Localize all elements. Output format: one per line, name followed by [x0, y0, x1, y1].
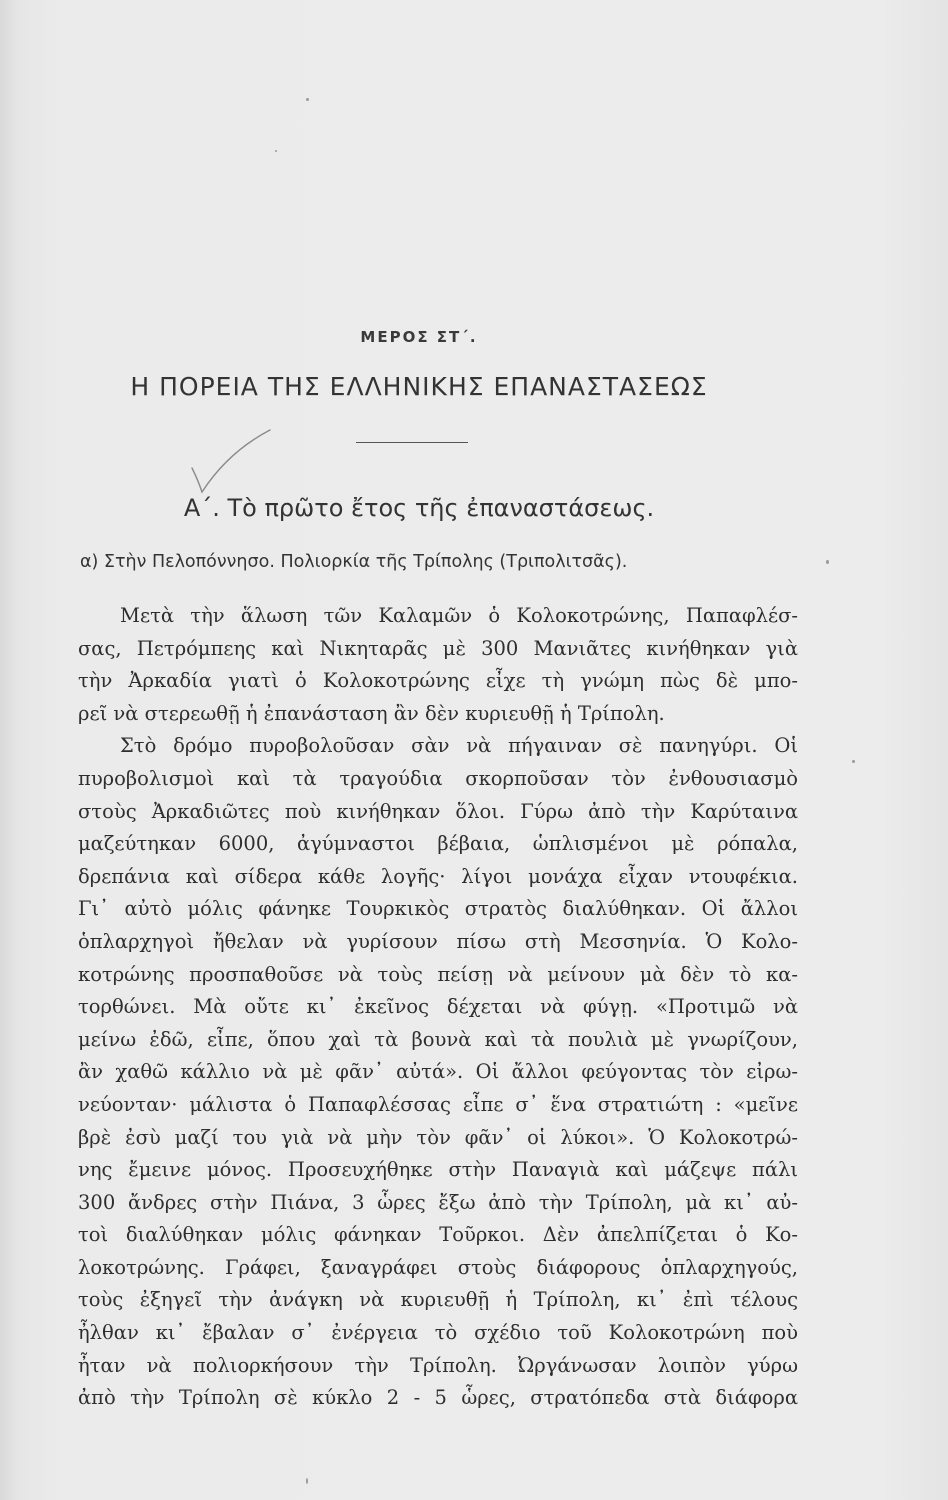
- text-line: πυροβολισμοὶ καὶ τὰ τραγούδια σκορποῦσαν τὸν ἐνθουσιασμὸ: [78, 766, 798, 790]
- text-line: τὴν Ἀρκαδία γιατὶ ὁ Κολοκοτρώνης εἶχε τὴ γνώμη πὼς δὲ μπο-: [78, 669, 798, 693]
- paper-speck: [275, 150, 277, 152]
- text-line: ἦλθαν κι᾿ ἔβαλαν σ᾿ ἐνέργεια τὸ σχέδιο τοῦ Κολοκοτρώνη ποὺ: [78, 1321, 798, 1345]
- text-line: ἀπὸ τὴν Τρίπολη σὲ κύκλο 2 - 5 ὧρες, στρατόπεδα στὰ διάφορα: [78, 1386, 798, 1410]
- paper-speck: [852, 760, 855, 763]
- text-line: τοὶ διαλύθηκαν μόλις φάνηκαν Τοῦρκοι. Δὲν ἀπελπίζεται ὁ Κο-: [78, 1223, 798, 1247]
- title-divider: [356, 442, 468, 443]
- text-line: ὁπλαρχηγοὶ ἤθελαν νὰ γυρίσουν πίσω στὴ Μεσσηνία. Ὁ Κολο-: [78, 929, 798, 953]
- text-line: τοὺς ἐξηγεῖ τὴν ἀνάγκη νὰ κυριευθῇ ἡ Τρίπολη, κι᾿ ἐπὶ τέλους: [78, 1288, 798, 1312]
- text-line: σας, Πετρόμπεης καὶ Νικηταρᾶς μὲ 300 Μανιᾶτες κινήθηκαν γιὰ: [78, 636, 798, 660]
- text-line: ρεῖ νὰ στερεωθῇ ἡ ἐπανάσταση ἂν δὲν κυριευθῇ ἡ Τρίπολη.: [78, 701, 665, 725]
- paper-speck: [306, 1478, 308, 1484]
- text-line: κοτρώνης προσπαθοῦσε νὰ τοὺς πείσῃ νὰ μείνουν μὰ δὲν τὸ κα-: [78, 962, 798, 986]
- text-line: Μετὰ τὴν ἅλωση τῶν Καλαμῶν ὁ Κολοκοτρώνης, Παπαφλέσ-: [120, 604, 798, 627]
- part-label: ΜΕΡΟΣ ΣΤ΄.: [360, 328, 478, 346]
- text-line: ἂν χαθῶ κάλλιο νὰ μὲ φᾶν᾿ αὐτά». Οἱ ἄλλοι φεύγοντας τὸν εἰρω-: [78, 1060, 798, 1084]
- text-line: νης ἔμεινε μόνος. Προσευχήθηκε στὴν Παναγιὰ καὶ μάζεψε πάλι: [78, 1158, 798, 1182]
- chapter-title: Η ΠΟΡΕΙΑ ΤΗΣ ΕΛΛΗΝΙΚΗΣ ΕΠΑΝΑΣΤΑΣΕΩΣ: [130, 372, 708, 401]
- text-line: τορθώνει. Μὰ οὔτε κι᾿ ἐκεῖνος δέχεται νὰ φύγῃ. «Προτιμῶ νὰ: [78, 995, 798, 1019]
- paper-speck: [826, 560, 829, 564]
- text-line: Στὸ δρόμο πυροβολοῦσαν σὰν νὰ πήγαιναν σὲ πανηγύρι. Οἱ: [120, 734, 798, 758]
- text-line: ἦταν νὰ πολιορκήσουν τὴν Τρίπολη. Ὠργάνωσαν λοιπὸν γύρω: [78, 1353, 798, 1377]
- section-title: Α΄. Τὸ πρῶτο ἔτος τῆς ἐπαναστάσεως.: [183, 494, 655, 522]
- paper-speck: [306, 98, 309, 101]
- text-line: νεύονταν· μάλιστα ὁ Παπαφλέσσας εἶπε σ᾿ ἕνα στρατιώτη : «μεῖνε: [78, 1092, 798, 1116]
- text-line: μαζεύτηκαν 6000, ἀγύμναστοι βέβαια, ὡπλισμένοι μὲ ρόπαλα,: [78, 832, 798, 856]
- text-line: μείνω ἐδῶ, εἶπε, ὅπου χαὶ τὰ βουνὰ καὶ τὰ πουλιὰ μὲ γνωρίζουν,: [78, 1027, 798, 1051]
- text-line: βρὲ ἐσὺ μαζί του γιὰ νὰ μὴν τὸν φᾶν᾿ οἱ λύκοι». Ὁ Κολοκοτρώ-: [78, 1125, 798, 1149]
- body-paragraphs: [78, 600, 798, 1415]
- text-line: λοκοτρώνης. Γράφει, ξαναγράφει στοὺς διάφορους ὁπλαρχηγούς,: [78, 1255, 798, 1279]
- subsection-title: α) Στὴν Πελοπόννησο. Πολιορκία τῆς Τρίπολης (Τριπολιτσᾶς).: [80, 552, 628, 572]
- text-line: 300 ἄνδρες στὴν Πιάνα, 3 ὧρες ἔξω ἀπὸ τὴν Τρίπολη, μὰ κι᾿ αὐ-: [78, 1190, 798, 1214]
- text-line: στοὺς Ἀρκαδιῶτες ποὺ κινήθηκαν ὅλοι. Γύρω ἀπὸ τὴν Καρύταινα: [78, 799, 798, 823]
- text-line: δρεπάνια καὶ σίδερα κάθε λογῆς· λίγοι μονάχα εἶχαν ντουφέκια.: [78, 864, 798, 888]
- text-line: Γι᾿ αὐτὸ μόλις φάνηκε Τουρκικὸς στρατὸς διαλύθηκαν. Οἱ ἄλλοι: [78, 897, 798, 921]
